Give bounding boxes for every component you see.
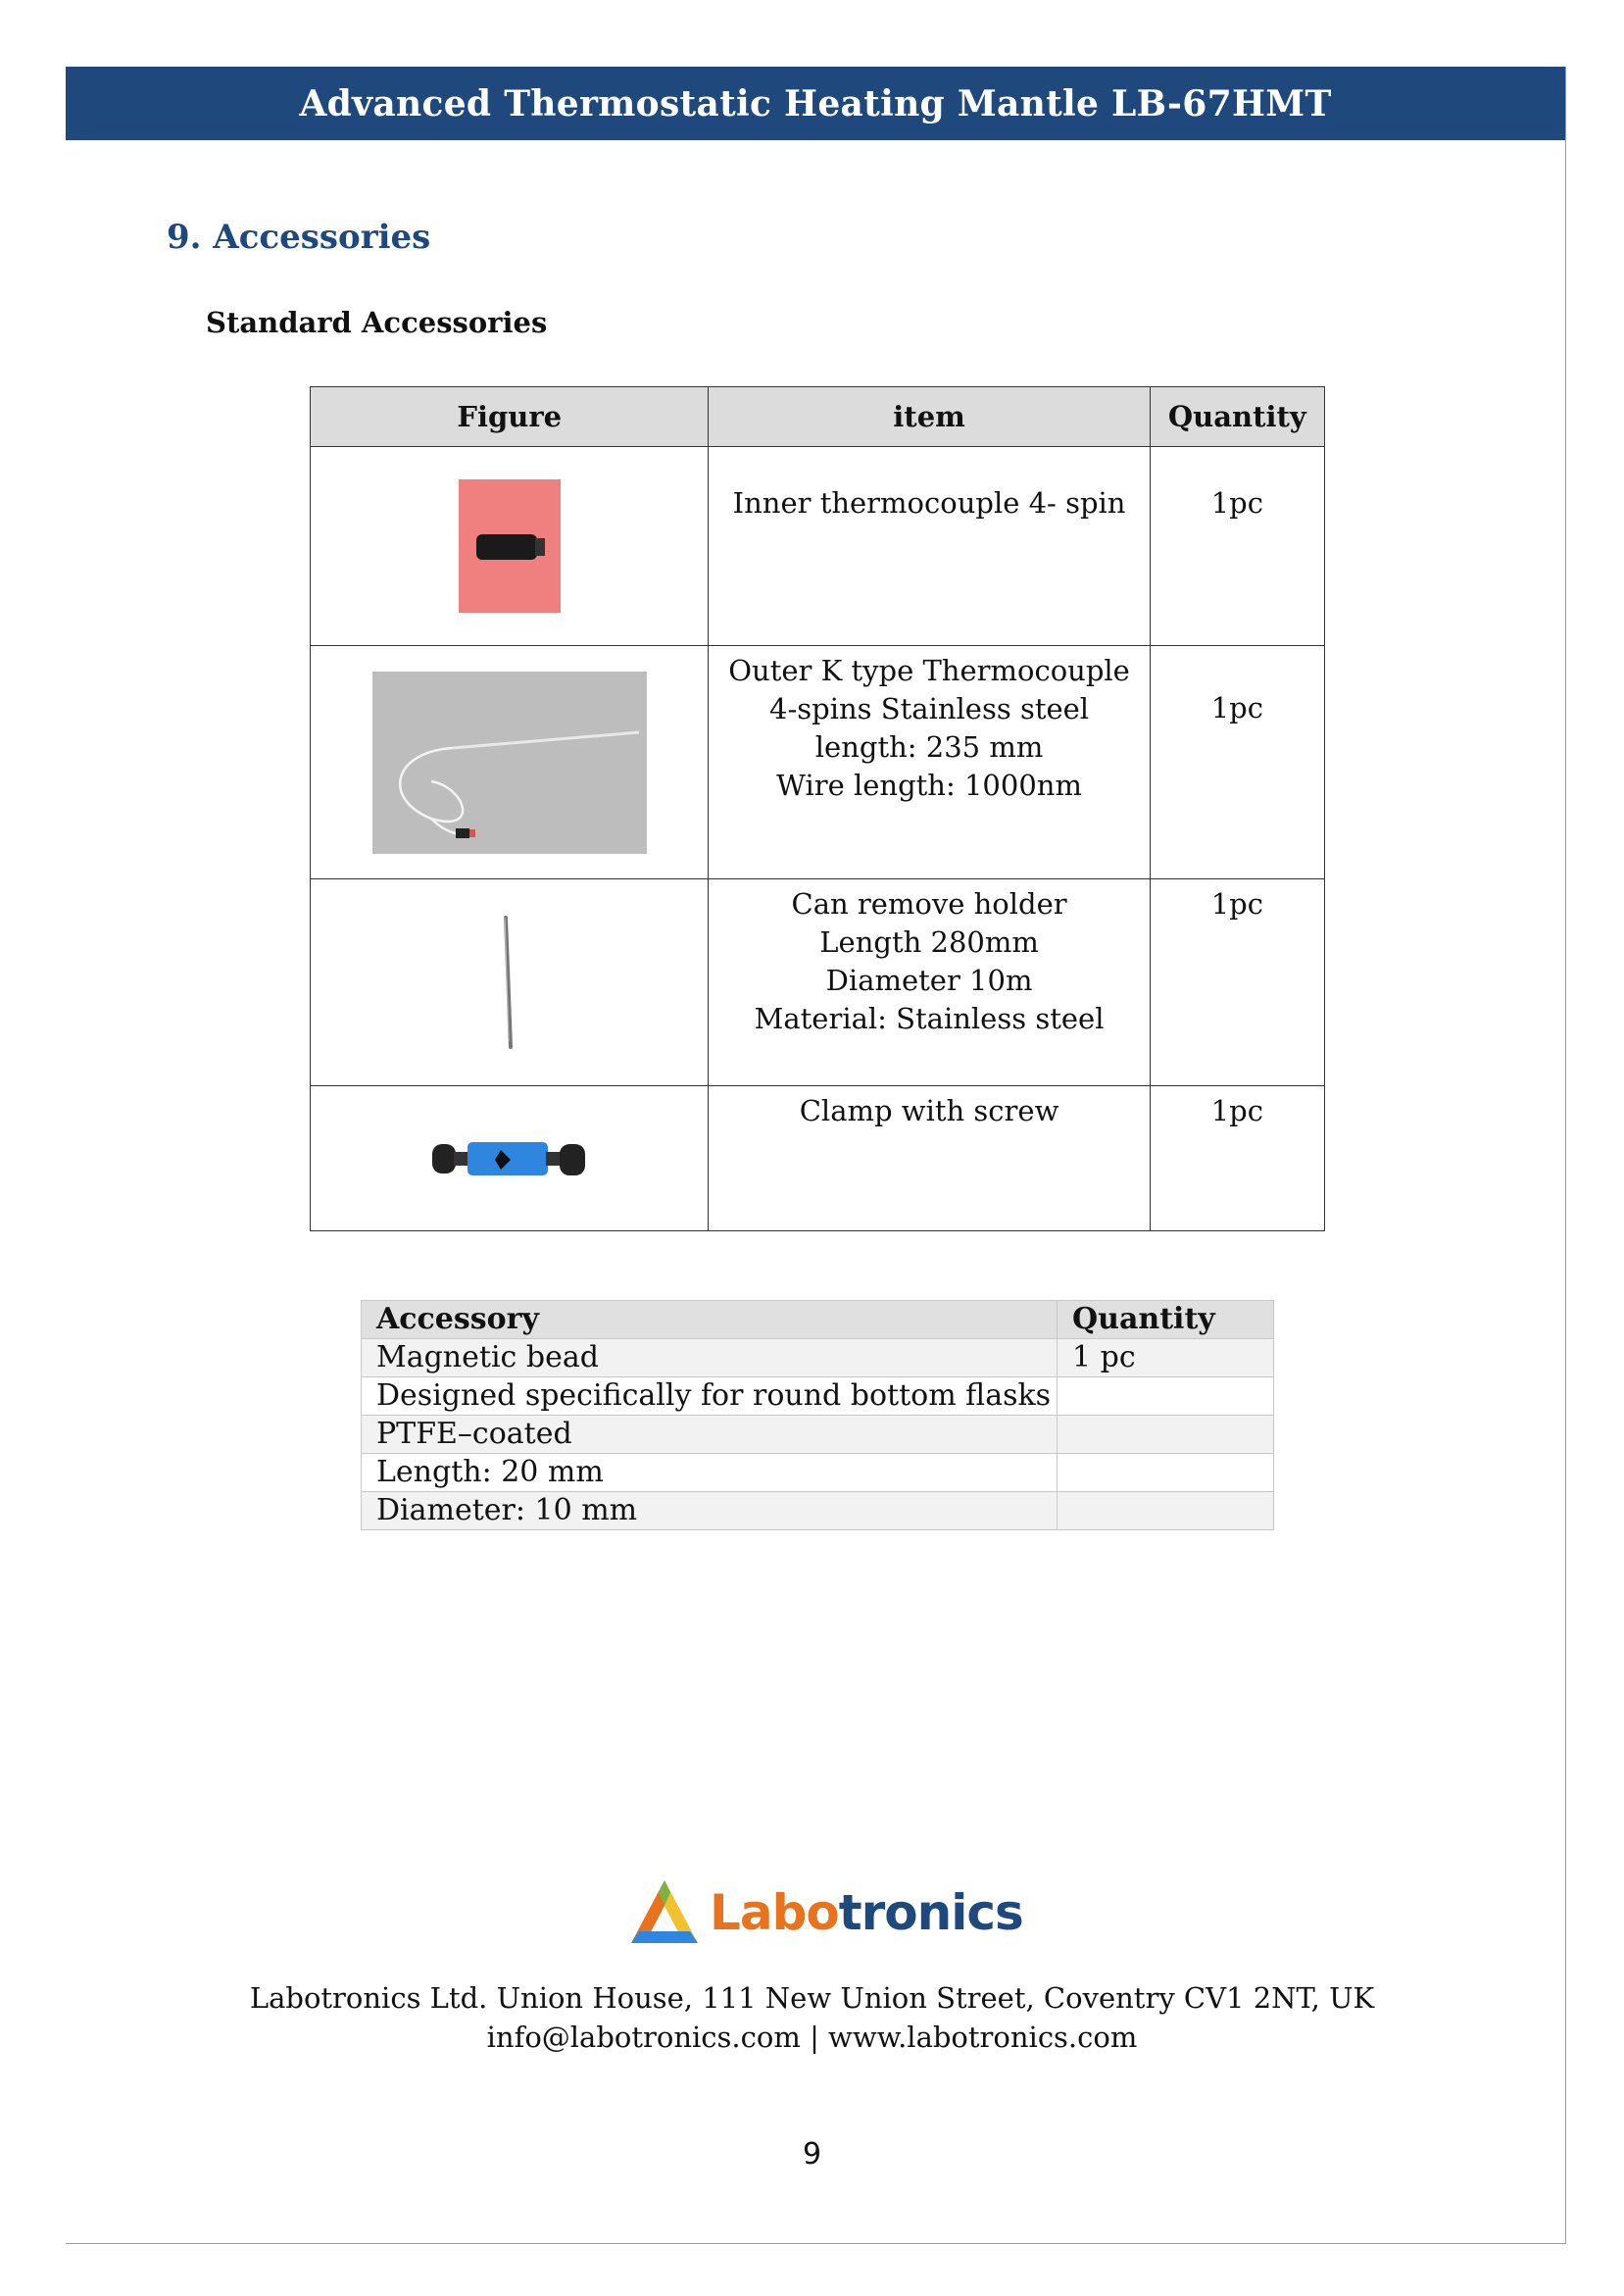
item-cell [709, 646, 1150, 879]
item-line: Length 280mm [819, 925, 1039, 959]
document-header [66, 67, 1565, 140]
accessory-cell: PTFE–coated [362, 1416, 1058, 1454]
table-row [362, 1377, 1274, 1416]
subsection-title: Standard Accessories [206, 306, 548, 339]
quantity-cell [1058, 1492, 1274, 1530]
table-row [362, 1416, 1274, 1454]
table-row [311, 646, 1325, 879]
figure-cell [311, 646, 709, 879]
table-row [362, 1492, 1274, 1530]
quantity-cell [1058, 1416, 1274, 1454]
accessory-cell: Designed specifically for round bottom flasks [362, 1377, 1058, 1416]
header-figure: Figure [311, 387, 709, 447]
thermocouple-connector-icon [459, 479, 561, 613]
table-row [311, 1086, 1325, 1231]
quantity-cell: 1 pc [1058, 1339, 1274, 1377]
page-number: 9 [802, 2137, 822, 2171]
quantity-cell: 1pc [1150, 646, 1324, 879]
item-cell [709, 447, 1150, 646]
k-type-thermocouple-icon [372, 672, 647, 854]
item-line: length: 235 mm [814, 730, 1044, 764]
item-cell [709, 1086, 1150, 1231]
figure-cell [311, 1086, 709, 1231]
quantity-cell [1058, 1377, 1274, 1416]
holder-rod-icon [500, 914, 519, 1051]
contact-line: info@labotronics.com | www.labotronics.com [486, 2021, 1138, 2054]
header-accessory: Accessory [362, 1301, 1058, 1339]
header-quantity: Quantity [1058, 1301, 1274, 1339]
logo-wordmark: Labotronics [710, 1884, 1023, 1941]
item-line: 4-spins Stainless steel [769, 692, 1090, 725]
section-title: 9. Accessories [167, 218, 431, 257]
accessory-cell: Diameter: 10 mm [362, 1492, 1058, 1530]
item-line: Outer K type Thermocouple [728, 654, 1130, 687]
figure-cell [311, 879, 709, 1086]
address-line: Labotronics Ltd. Union House, 111 New Union Street, Coventry CV1 2NT, UK [249, 1981, 1375, 2015]
item-cell [709, 879, 1150, 1086]
accessory-table [361, 1300, 1274, 1530]
item-line: Inner thermocouple 4- spin [732, 486, 1126, 520]
table-row [362, 1339, 1274, 1377]
item-line: Diameter 10m [825, 964, 1033, 997]
document-title: Advanced Thermostatic Heating Mantle LB-67HMT [299, 82, 1332, 125]
accessory-cell: Magnetic bead [362, 1339, 1058, 1377]
table-row [311, 447, 1325, 646]
quantity-cell: 1pc [1150, 879, 1324, 1086]
figure-cell [311, 447, 709, 646]
header-item: item [709, 387, 1150, 447]
table-row [311, 879, 1325, 1086]
standard-accessories-table [310, 386, 1325, 1231]
item-line: Material: Stainless steel [754, 1002, 1105, 1035]
table-header-row [362, 1301, 1274, 1339]
logo-triangle-icon [625, 1874, 704, 1953]
item-line: Wire length: 1000nm [776, 769, 1082, 802]
company-address [0, 1978, 1624, 2057]
header-quantity: Quantity [1150, 387, 1324, 447]
quantity-cell: 1pc [1150, 447, 1324, 646]
table-row [362, 1454, 1274, 1492]
company-logo [625, 1874, 1023, 1953]
quantity-cell: 1pc [1150, 1086, 1324, 1231]
item-line: Clamp with screw [799, 1094, 1059, 1127]
quantity-cell [1058, 1454, 1274, 1492]
accessory-cell: Length: 20 mm [362, 1454, 1058, 1492]
clamp-icon [428, 1134, 590, 1183]
table-header-row [311, 387, 1325, 447]
item-line: Can remove holder [791, 887, 1067, 921]
